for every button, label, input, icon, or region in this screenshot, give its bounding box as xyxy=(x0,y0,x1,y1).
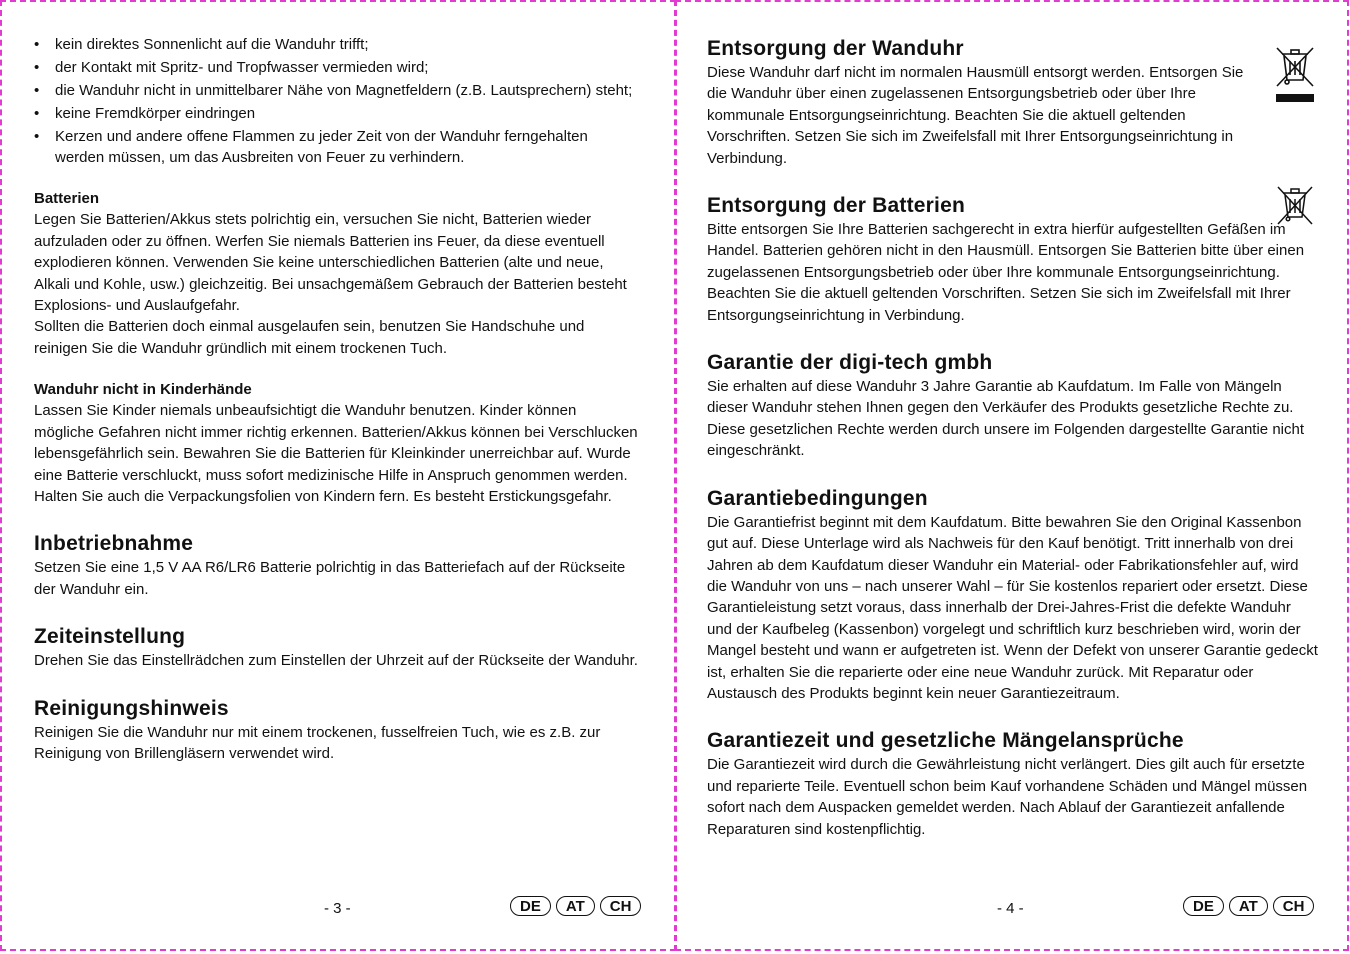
page-number: - 4 - xyxy=(997,900,1024,917)
garantiezeit-text: Die Garantiezeit wird durch die Gewährleistung nicht verlängert. Dies gilt auch für ersetzte und reparierte Teile. Eventuell schon beim Kauf vorhandene Schäden und Mängel müssen sofort nach dem Auspacken gemeldet werden. Nach Ablauf der Garantiezeit anfallende Reparaturen sind kostenpflichtig. xyxy=(707,756,1308,838)
crossed-bin-icon xyxy=(1273,44,1317,108)
page-4-content xyxy=(707,34,1319,840)
garantie-heading: Garantie der digi-tech gmbh xyxy=(707,351,993,375)
page-3 xyxy=(0,0,676,951)
crossed-bin-icon xyxy=(1275,184,1315,228)
country-badge-de: DE xyxy=(1183,896,1224,916)
zeiteinstellung-text: Drehen Sie das Einstellrädchen zum Einstellen der Uhrzeit auf der Rückseite der Wanduhr. xyxy=(34,652,638,670)
entsorgung-batterien-heading: Entsorgung der Batterien xyxy=(707,194,965,218)
country-badge-ch: CH xyxy=(1273,896,1315,916)
reinigung-heading: Reinigungshinweis xyxy=(34,696,229,720)
inbetriebnahme-heading: Inbetriebnahme xyxy=(34,532,194,556)
page-4 xyxy=(675,0,1349,951)
list-item: • Kerzen und andere offene Flammen zu jeder Zeit von der Wanduhr ferngehalten werden müssen, um das Ausbreiten von Feuer zu verhindern. xyxy=(34,126,640,169)
zeiteinstellung-heading: Zeiteinstellung xyxy=(34,625,186,649)
list-item: • der Kontakt mit Spritz- und Tropfwasser vermieden wird; xyxy=(34,57,640,78)
garantiebedingungen-text: Die Garantiefrist beginnt mit dem Kaufdatum. Bitte bewahren Sie den Original Kassenbon gut auf. Diese Unterlage wird als Nachweis für den Kauf benötigt. Tritt innerhalb von drei Jahren ab dem Kaufdatum dieser Wanduhr ein Material- oder Fabrikationsfehler auf, wird die Wanduhr von uns – nach unserer Wahl – für Sie kostenlos repariert oder ersetzt. Diese Garantieleistung setzt voraus, dass innerhalb der Drei-Jahres-Frist die defekte Wanduhr und der Kaufbeleg (Kassenbon) vorgelegt und schriftlich kurz beschrieben wird, worin der Mangel besteht und wann er aufgetreten ist. Wenn der Defekt von unserer Garantie gedeckt ist, erhalten Sie die reparierte oder eine neue Wanduhr zurück. Mit Reparatur oder Austausch des Produkts beginnt kein neuer Garantiezeitraum. xyxy=(707,513,1318,702)
country-badge-at: AT xyxy=(1229,896,1268,916)
entsorgung-batterien-text: Bitte entsorgen Sie Ihre Batterien sachgerecht in extra hierfür aufgestellten Gefäßen im Handel. Batterien gehören nicht in den Hausmüll. Entsorgen Sie Batterien bitte über einen zugelassenen Entsorgungsbetrieb oder über Ihre kommunale Entsorgungseinrichtung. Beachten Sie die aktuell geltenden Vorschriften. Setzen Sie sich im Zweifelsfall mit Ihrer Entsorgungseinrichtung in Verbindung. xyxy=(707,221,1305,324)
entsorgung-wanduhr-heading: Entsorgung der Wanduhr xyxy=(707,37,964,60)
country-badges xyxy=(510,896,641,916)
country-badge-at: AT xyxy=(556,896,595,916)
inbetriebnahme-text: Setzen Sie eine 1,5 V AA R6/LR6 Batterie polrichtig in das Batteriefach auf der Rückseite der Wanduhr ein. xyxy=(34,559,626,598)
page-number: - 3 - xyxy=(324,900,351,917)
batterien-paragraph-2: Sollten die Batterien doch einmal ausgelaufen sein, benutzen Sie Handschuhe und reinigen Sie die Wanduhr gründlich mit einem trockenen Tuch. xyxy=(34,318,585,357)
kinder-heading: Wanduhr nicht in Kinderhände xyxy=(34,381,252,399)
garantie-text: Sie erhalten auf diese Wanduhr 3 Jahre Garantie ab Kaufdatum. Im Falle von Mängeln dieser Wanduhr stehen Ihnen gegen den Verkäufer des Produkts gesetzliche Rechte zu. Diese gesetzlichen Rechte werden durch unsere im Folgenden dargestellte Garantie nicht eingeschränkt. xyxy=(707,378,1305,460)
kinder-paragraph-1: Lassen Sie Kinder niemals unbeaufsichtigt die Wanduhr benutzen. Kinder können mögliche Gefahren nicht immer richtig erkennen. Batterien/Akkus können bei Verschlucken lebensgefährlich sein. Bewahren Sie die Batterien für Kleinkinder unerreichbar auf. Wurde eine Batterie verschluckt, muss sofort medizinische Hilfe in Anspruch genommen werden. xyxy=(34,402,638,484)
page-3-content xyxy=(34,34,640,764)
batterien-heading: Batterien xyxy=(34,190,100,208)
garantiebedingungen-heading: Garantiebedingungen xyxy=(707,486,928,510)
list-item: • kein direktes Sonnenlicht auf die Wanduhr trifft; xyxy=(34,34,640,55)
garantiezeit-heading: Garantiezeit und gesetzliche Mängelansprüche xyxy=(707,729,1184,753)
safety-bullet-list xyxy=(34,34,640,168)
country-badge-de: DE xyxy=(510,896,551,916)
entsorgung-wanduhr-text: Diese Wanduhr darf nicht im normalen Hausmüll entsorgt werden. Entsorgen Sie die Wanduhr über einen zugelassenen Entsorgungsbetrieb oder über Ihre kommunale Entsorgungseinrichtung. Beachten Sie die aktuell geltenden Vorschriften. Setzen Sie sich im Zweifelsfall mit Ihrer Entsorgungseinrichtung in Verbindung. xyxy=(707,64,1244,167)
country-badge-ch: CH xyxy=(600,896,642,916)
reinigung-text: Reinigen Sie die Wanduhr nur mit einem trockenen, fusselfreien Tuch, wie es z.B. zur Reinigung von Brillengläsern verwendet wird. xyxy=(34,723,601,762)
list-item: • keine Fremdkörper eindringen xyxy=(34,103,640,124)
kinder-paragraph-2: Halten Sie auch die Verpackungsfolien von Kindern fern. Es besteht Erstickungsgefahr. xyxy=(34,487,612,505)
list-item: • die Wanduhr nicht in unmittelbarer Nähe von Magnetfeldern (z.B. Lautsprechern) steht; xyxy=(34,80,640,101)
country-badges xyxy=(1183,896,1314,916)
batterien-paragraph-1: Legen Sie Batterien/Akkus stets polrichtig ein, versuchen Sie nicht, Batterien wieder aufzuladen oder zu öffnen. Werfen Sie niemals Batterien ins Feuer, da diese eventuell explodieren können. Verwenden Sie keine unterschiedlichen Batterien (alte und neue, Alkali und Kohle, usw.) gleichzeitig. Bei unsachgemäßem Gebrauch der Batterien besteht Explosions- und Auslaufgefahr. xyxy=(34,211,627,315)
